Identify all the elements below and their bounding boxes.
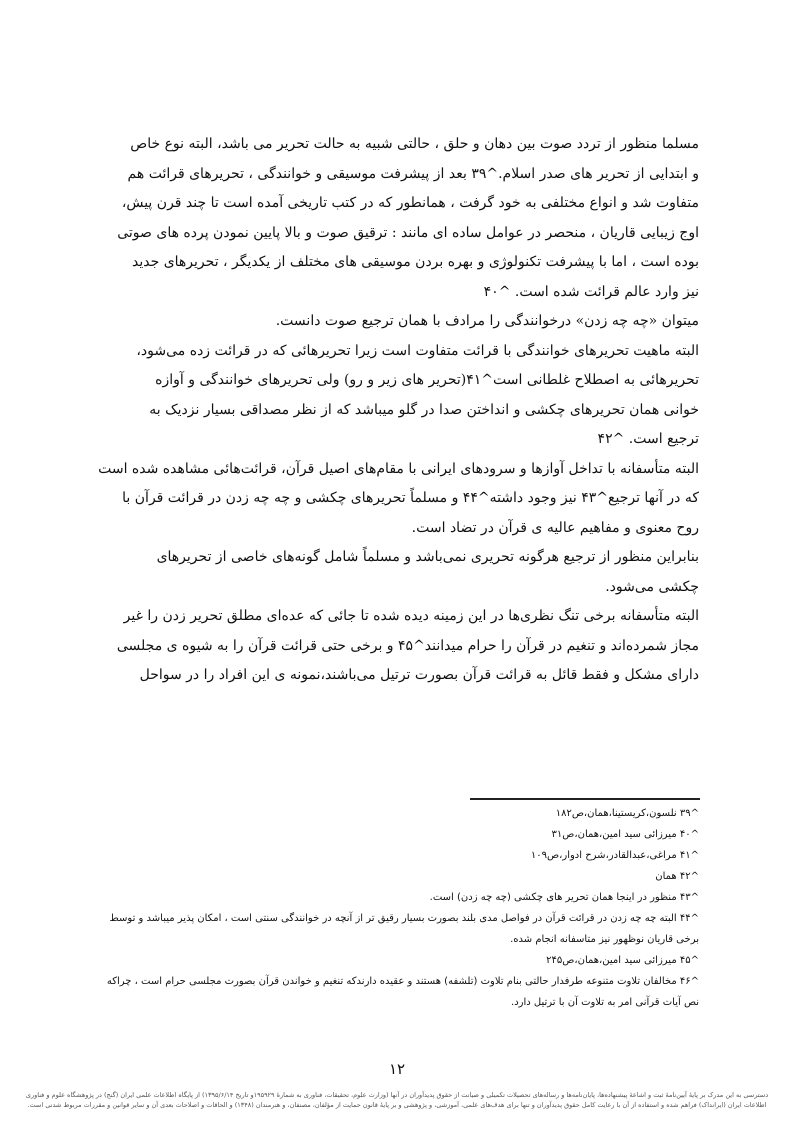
page-number: ۱۲ <box>388 1060 406 1078</box>
text-line: ترجیع است. ^۴۲ <box>597 431 699 447</box>
footnote: ^۴۲ همان <box>655 871 699 882</box>
footnote: ^۴۱ مراغی،عبدالقادر،شرح ادوار،ص۱۰۹ <box>530 850 699 861</box>
text-line: بوده است ، اما با پیشرفت تکنولوژی و بهره بردن موسیقی های مختلف از یکدیگر ، تحریرهای جدید <box>132 254 699 270</box>
text-line: مجاز شمرده‌اند و تنغیم در قرآن را حرام میدانند^۴۵ و برخی حتی قرائت قرآن را به شیوه ی مجلسی <box>116 637 699 654</box>
text-line: اوج زیبایی قاریان ، منحصر در عوامل ساده ای مانند : ترقیق صوت و بالا پایین نمودن پرده های صوتی <box>117 224 699 241</box>
text-line: بنابراین منظور از ترجیع هرگونه تحریری نمی‌باشد و مسلماً شامل گونه‌های خاصی از تحریرهای <box>156 549 699 565</box>
footnote: ^۴۵ میرزائی سید امین،همان،ص۲۴۵ <box>546 955 699 966</box>
footnote-divider <box>470 798 700 800</box>
footnote: ^۴۳ منظور در اینجا همان تحریر های چکشی (چه چه زدن) است. <box>429 892 699 903</box>
footnote: برخی قاریان نوظهور نیز متاسفانه انجام شده. <box>510 934 699 945</box>
copyright-disclaimer <box>8 1090 786 1110</box>
text-line: میتوان «چه چه زدن» درخوانندگی را مرادف با همان ترجیع صوت دانست. <box>275 313 699 329</box>
footnote: نص آیات قرآنی امر به تلاوت آن با ترتیل دارد. <box>511 997 699 1008</box>
text-line: چکشی می‌شود. <box>605 578 699 595</box>
footnotes <box>95 803 699 1013</box>
text-line: که در آنها ترجیع^۴۳ نیز وجود داشته^۴۴ و مسلماً تحریرهای چکشی و چه چه زدن در قرائت قرآن با <box>122 490 699 506</box>
footnote: ^۴۴ البته چه چه زدن در قرائت قرآن در فواصل مدی بلند بصورت بسیار رقیق تر از آنچه در خوانندگی سنتی است ، امکان پذیر میباشد و توسط <box>109 913 699 924</box>
text-line: البته متأسفانه برخی تنگ نظری‌ها در این زمینه دیده شده تا جائی که عده‌ای مطلق تحریر زدن را غیر <box>123 608 699 624</box>
text-line: روح معنوی و مفاهیم عالیه ی قرآن در تضاد است. <box>411 519 699 536</box>
text-line: دارای مشکل و فقط قائل به قرائت قرآن بصورت ترتیل می‌باشند،نمونه ی این افراد را در سواحل <box>139 667 699 683</box>
text-line: تحریرهائی به اصطلاح غلطانی است^۴۱(تحریر های زیر و رو) ولی تحریرهای خوانندگی و آوازه <box>155 372 699 388</box>
text-line: مسلما منظور از تردد صوت بین دهان و حلق ، حالتی شبیه به حالت تحریر می باشد، البته نوع خاص <box>130 136 699 152</box>
text-line: و ابتدایی از تحریر های صدر اسلام.^۳۹ بعد از پیشرفت موسیقی و خوانندگی ، تحریرهای قرائت هم <box>127 165 699 182</box>
disclaimer-line: دسترسی به این مدرک بر پایهٔ آیین‌نامهٔ ثبت و اشاعهٔ پیشنهاده‌ها، پایان‌نامه‌ها و رساله‌های تحصیلات تکمیلی و صیانت از حقوق پدیدآوران در آنها (وزارت علوم، تحقیقات، فناوری به شمارهٔ ۱۹۵۹۲۹و تاریخ ۱۳۹۵/۶/۱۴) از پایگاه اطلاعات علمی ایران (گنج) در پژوهشگاه علوم و فناوری <box>25 1091 769 1099</box>
text-line: متفاوت شد و انواع مختلفی به خود گرفت ، همانطور که در کتب تاریخی آمده است تا چند قرن پیش، <box>121 195 699 211</box>
footnote: ^۴۶ مخالفان تلاوت متنوعه طرفدار حالتی بنام تلاوت (تلشفه) هستند و عقیده دارندکه تنغیم و خواندن قرآن بصورت مجلسی حرام است ، چراکه <box>106 976 699 987</box>
footnote: ^۴۰ میرزائی سید امین،همان،ص۳۱ <box>551 829 699 840</box>
body-text <box>95 130 699 691</box>
disclaimer-line: اطلاعات ایران (ایرانداک) فراهم شده و استفاده از آن با رعایت کامل حقوق پدیدآوران و تنها برای هدف‌های علمی، آموزشی، و پژوهشی و بر پایهٔ قانون حمایت از مؤلفان، مصنفان، و هنرمندان (۱۳۴۸) و الحاقات و اصلاحات بعدی آن و سایر قوانین و مقررات مربوط شدنی است. <box>27 1101 767 1109</box>
text-line: البته متأسفانه با تداخل آوازها و سرودهای ایرانی با مقام‌های اصیل قرآن، قرائت‌هائی مشاهده شده است <box>98 460 699 477</box>
text-line: خوانی همان تحریرهای چکشی و انداختن صدا در گلو میباشد که از نظر مصداقی بسیار نزدیک به <box>149 401 699 418</box>
text-line: البته ماهیت تحریرهای خوانندگی با قرائت متفاوت است زیرا تحریرهائی که در قرائت زده می‌شود، <box>136 342 699 359</box>
text-line: نیز وارد عالم قرائت شده است. ^۴۰ <box>483 283 699 300</box>
footnote: ^۳۹ نلسون،کریستینا،همان،ص۱۸۲ <box>555 808 699 819</box>
